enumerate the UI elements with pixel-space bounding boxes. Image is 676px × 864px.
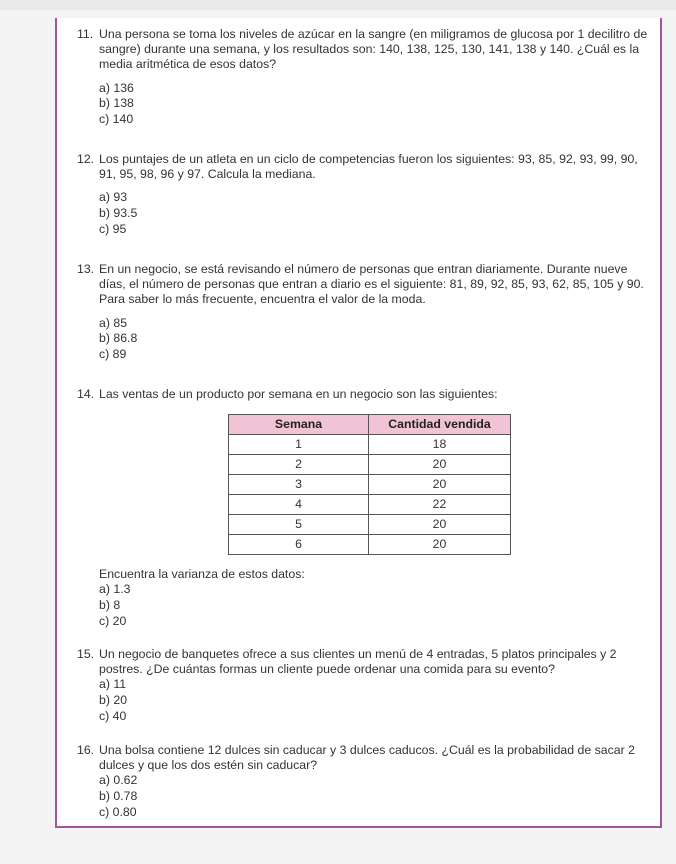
- option-c: c) 140: [99, 112, 134, 127]
- option-a: a) 1.3: [99, 582, 131, 597]
- options-list: [99, 773, 650, 820]
- options-list: [99, 677, 650, 724]
- sales-table: [228, 414, 511, 555]
- table-header-row: [229, 415, 511, 435]
- question-12: [77, 152, 650, 238]
- question-text: Una persona se toma los niveles de azúcar en la sangre (en miligramos de glucosa por 1 decilitro de sangre) durante una semana, y los resultados son: 140, 138, 125, 130, 141, 138 y 140. ¿Cuál es la media aritmética de esos datos?: [99, 27, 648, 72]
- option-c: c) 40: [99, 708, 127, 723]
- options-list: [99, 190, 650, 237]
- option-a: a) 85: [99, 315, 128, 330]
- cell-cantidad: 20: [369, 535, 511, 555]
- question-number: 14.: [77, 387, 95, 401]
- options-list: [99, 582, 650, 629]
- cell-semana: 4: [229, 495, 369, 515]
- option-c: c) 0.80: [99, 804, 137, 819]
- cell-semana: 3: [229, 475, 369, 495]
- option-b: b) 20: [99, 693, 128, 708]
- cell-semana: 5: [229, 515, 369, 535]
- question-13: [77, 262, 650, 363]
- question-15: [77, 647, 650, 725]
- table-row: [229, 475, 511, 495]
- question-number: 11.: [77, 27, 94, 41]
- option-a: a) 0.62: [99, 773, 138, 788]
- question-text: En un negocio, se está revisando el número de personas que entran diariamente. Durante nueve días, el número de personas que entran a diario es el siguiente: 81, 89, 92, 85, 93, 62, 85, 105 y 90. Para saber lo más frecuente, encuentra el valor de la moda.: [99, 262, 644, 307]
- option-a: a) 136: [99, 80, 134, 95]
- option-a: a) 11: [99, 677, 127, 692]
- question-text: Las ventas de un producto por semana en un negocio son las siguientes:: [99, 387, 498, 401]
- option-b: b) 93.5: [99, 206, 138, 221]
- question-number: 15.: [77, 647, 95, 661]
- cell-semana: 6: [229, 535, 369, 555]
- header-semana: Semana: [229, 415, 369, 435]
- top-bar: [0, 0, 676, 10]
- cell-semana: 2: [229, 455, 369, 475]
- question-text: Los puntajes de un atleta en un ciclo de competencias fueron los siguientes: 93, 85, 92, 93, 99, 90, 91, 95, 98, 96 y 97. Calcula la mediana.: [99, 152, 638, 182]
- question-text: Una bolsa contiene 12 dulces sin caducar y 3 dulces caducos. ¿Cuál es la probabilidad de sacar 2 dulces y que los dos estén sin caducar?: [99, 743, 635, 773]
- table-row: [229, 495, 511, 515]
- cell-cantidad: 18: [369, 435, 511, 455]
- option-b: b) 8: [99, 598, 121, 613]
- cell-semana: 1: [229, 435, 369, 455]
- option-c: c) 89: [99, 347, 127, 362]
- question-16: [77, 743, 650, 821]
- table-row: [229, 455, 511, 475]
- header-cantidad: Cantidad vendida: [369, 415, 511, 435]
- table-row: [229, 515, 511, 535]
- options-list: [99, 316, 650, 363]
- option-c: c) 95: [99, 221, 127, 236]
- options-list: [99, 81, 650, 128]
- table-row: [229, 435, 511, 455]
- sales-table-wrap: [228, 414, 650, 555]
- cell-cantidad: 20: [369, 475, 511, 495]
- cell-cantidad: 20: [369, 515, 511, 535]
- variance-prompt: Encuentra la varianza de estos datos:: [99, 567, 305, 582]
- table-row: [229, 535, 511, 555]
- question-11: [77, 27, 650, 128]
- option-c: c) 20: [99, 613, 127, 628]
- question-14: [77, 387, 650, 630]
- question-number: 16.: [77, 743, 95, 757]
- question-number: 13.: [77, 262, 95, 276]
- question-text: Un negocio de banquetes ofrece a sus clientes un menú de 4 entradas, 5 platos principales y 2 postres. ¿De cuántas formas un cliente puede ordenar una comida para su evento?: [99, 647, 617, 677]
- cell-cantidad: 20: [369, 455, 511, 475]
- worksheet-page: [55, 18, 662, 828]
- question-number: 12.: [77, 152, 95, 166]
- cell-cantidad: 22: [369, 495, 511, 515]
- option-b: b) 138: [99, 96, 134, 111]
- option-a: a) 93: [99, 190, 128, 205]
- option-b: b) 0.78: [99, 789, 138, 804]
- option-b: b) 86.8: [99, 331, 138, 346]
